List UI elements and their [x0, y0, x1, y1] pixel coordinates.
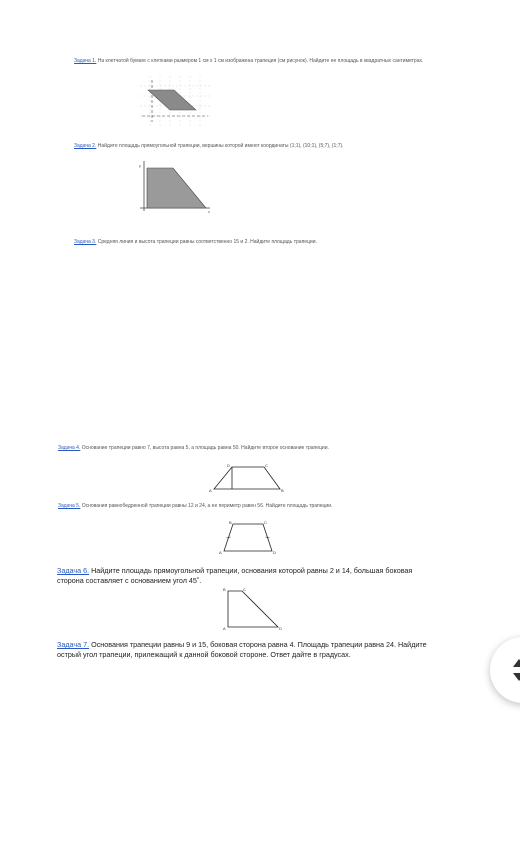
trapezoid-shape: [148, 90, 196, 110]
task-4: [58, 445, 418, 452]
task-5-text: Основания равнобедренной трапеции равны 12 и 24, а ее периметр равен 56. Найдите площадь трапеции.: [81, 503, 333, 509]
svg-text:A: A: [219, 550, 222, 555]
task-4-label[interactable]: Задача 4.: [58, 445, 81, 451]
svg-text:A: A: [223, 626, 226, 631]
svg-text:B: B: [229, 520, 232, 525]
task-7-text: Основания трапеции равны 9 и 15, боковая сторона равна 4. Площадь трапеции равна 24. Найдите острый угол трапеции, прилежащий к данной боковой стороне. Ответ дайте в градусах.: [57, 640, 427, 659]
task-5: [58, 503, 418, 510]
svg-text:B: B: [281, 488, 284, 493]
figure-1-grid-trapezoid: [140, 76, 210, 126]
task-3-text: Средняя линия и высота трапеции равны соответственно 15 и 2. Найдите площадь трапеции.: [97, 239, 317, 245]
figure-2-coordinate-trapezoid: [134, 159, 214, 214]
svg-text:D: D: [227, 463, 230, 468]
task-6-text: Найдите площадь прямоугольной трапеции, основания которой равны 2 и 14, большая боковая сторона составляет с основанием угол 45˚.: [57, 566, 413, 585]
task-4-text: Основание трапеции равно 7, высота равна 5, а площадь равна 50. Найдите второе основание трапеции.: [81, 445, 329, 451]
svg-text:D: D: [273, 550, 276, 555]
task-7-label[interactable]: Задача 7.: [57, 640, 90, 649]
scroll-fab-button[interactable]: [490, 637, 520, 703]
task-3: [74, 239, 424, 246]
task-7: [57, 640, 427, 659]
svg-text:C: C: [243, 587, 246, 592]
task-1-label[interactable]: Задача 1.: [74, 58, 97, 64]
figure-6-right-trapezoid: [212, 583, 286, 633]
svg-text:B: B: [223, 587, 226, 592]
scroll-arrows-icon: [512, 657, 520, 683]
svg-text:A: A: [209, 488, 212, 493]
figure-5-isosceles-trapezoid: [216, 518, 282, 556]
task-2: [74, 143, 424, 150]
task-1: [74, 58, 424, 65]
axis-y-label: y: [139, 163, 141, 168]
task-1-text: На клетчатой бумаге с клетками размером 1 см х 1 см изображена трапеция (см рисунок). Найдите ее площадь в квадратных сантиметрах.: [97, 58, 424, 64]
task-6-label[interactable]: Задача 6.: [57, 566, 90, 575]
svg-text:D: D: [279, 626, 282, 631]
task-2-text: Найдите площадь прямоугольной трапеции, вершины которой имеют координаты (1;1), (10;1), (5;7), (1;7).: [97, 143, 344, 149]
task-3-label[interactable]: Задача 3.: [74, 239, 97, 245]
task-2-label[interactable]: Задача 2.: [74, 143, 97, 149]
figure-4-trapezoid: [208, 461, 290, 495]
svg-text:C: C: [264, 520, 267, 525]
task-5-label[interactable]: Задача 5.: [58, 503, 81, 509]
svg-text:C: C: [265, 463, 268, 468]
trapezoid-shape: [147, 168, 206, 208]
axis-x-label: x: [208, 209, 210, 214]
